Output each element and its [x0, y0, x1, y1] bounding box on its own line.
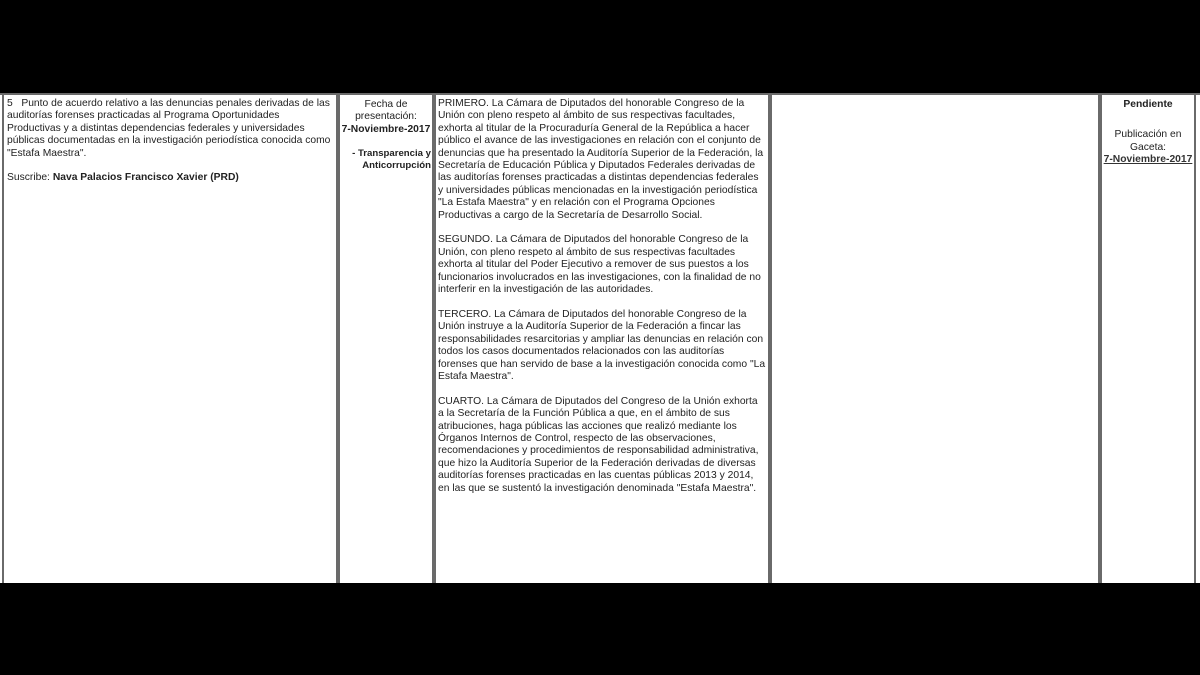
- empty-cell: [770, 95, 1100, 583]
- commission-name: - Transparencia y Anticorrupción: [352, 148, 431, 171]
- proposal-table: [0, 93, 1200, 583]
- row-number: 5: [7, 98, 13, 109]
- publication-link[interactable]: 7-Noviembre-2017: [1103, 154, 1193, 166]
- resolution-second: SEGUNDO. La Cámara de Diputados del honorable Congreso de la Unión, con pleno respeto al ámbito de sus respectivas facultades exhorta al titular del Poder Ejecutivo a remover de sus puestos a los funcionarios involucrados en las investigaciones, con la finalidad de no interferir en la investigación de las autoridades.: [438, 234, 761, 296]
- sponsor-name: Nava Palacios Francisco Xavier (PRD): [52, 172, 239, 184]
- publication-label: Publicación en Gaceta:: [1114, 129, 1182, 153]
- date-value: 7-Noviembre-2017: [341, 123, 431, 135]
- subject-text: Punto de acuerdo relativo a las denuncias penales derivadas de las auditorías forenses practicadas al Programa Oportunidades Productivas y a distintas dependencias federales y universidades públicas documentadas en la investigación periodística conocida como "Estafa Maestra".: [7, 98, 331, 159]
- sponsor-line: [7, 172, 333, 184]
- status-cell: [1100, 95, 1196, 583]
- resolution-fourth: CUARTO. La Cámara de Diputados del Congreso de la Unión exhorta a la Secretaría de la Función Pública a que, en el ámbito de sus atribuciones, haga públicas las acciones que realizó mediante los Órganos Internos de Control, respecto de las observaciones, recomendaciones y procedimientos de responsabilidad administrativa, que hizo la Auditoría Superior de la Federación derivadas de diversas auditorías forenses practicadas en las cuentas públicas 2013 y 2014, en las que se sustentó la investigación denominada "Estafa Maestra".: [438, 395, 759, 494]
- date-label: Fecha de presentación:: [355, 99, 417, 123]
- subject-cell: [2, 95, 338, 583]
- resolution-third: TERCERO. La Cámara de Diputados del honorable Congreso de la Unión instruye a la Auditoría Superior de la Federación a fincar las responsabilidades resarcitorias y ampliar las denuncias en relación con todos los casos documentados relacionados con las auditorías forenses que han servido de base a la investigación conocida como "La Estafa Maestra".: [438, 308, 766, 382]
- resolutions-cell: [434, 95, 770, 583]
- resolution-first: PRIMERO. La Cámara de Diputados del honorable Congreso de la Unión con pleno respeto al ámbito de sus respectivas facultades, exhorta al titular de la Procuraduría General de la República a hacer público el avance de las investigaciones en relación con el conjunto de denuncias que ha presentado la Auditoría Superior de la Federación, la Secretaría de Educación Pública y Diputados Federales derivadas de las auditorías forenses practicadas a distintas dependencias federales y universidades públicas mencionadas en la investigación periodística "La Estafa Maestra" y en relación con el Programa Opciones Productivas a cargo de la Secretaría de Desarrollo Social.: [438, 98, 764, 221]
- status-text: Pendiente: [1123, 99, 1173, 110]
- date-cell: [338, 95, 434, 583]
- sponsor-label: Suscribe:: [7, 172, 50, 184]
